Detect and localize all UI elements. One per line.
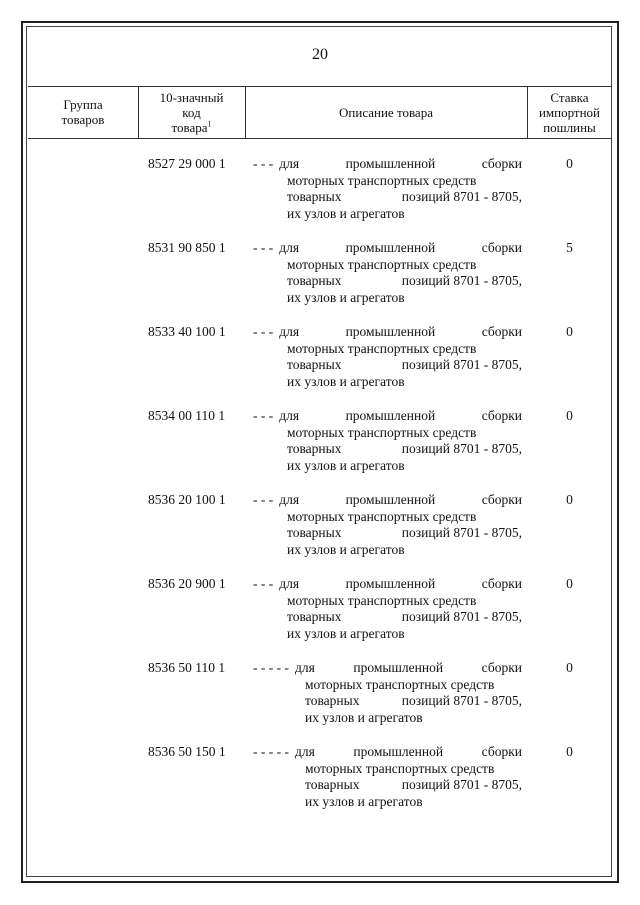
description-word: сборки <box>481 240 522 255</box>
description-line-4: их узлов и агрегатов <box>287 205 405 221</box>
description-line-2: моторных транспортных средств <box>287 592 477 608</box>
description-line-3 <box>287 357 522 374</box>
header-rate <box>527 86 612 138</box>
description-word: позиций 8701 - 8705, <box>401 189 522 204</box>
description-line-1 <box>253 324 522 341</box>
description-word: позиций 8701 - 8705, <box>401 441 522 456</box>
description-word: промышленной <box>353 744 444 759</box>
table-row <box>0 572 640 656</box>
header-code-footnote: 1 <box>207 119 212 129</box>
description-line-1 <box>253 744 522 761</box>
description-line-2: моторных транспортных средств <box>305 676 495 692</box>
header-description-label: Описание товара <box>339 104 433 120</box>
description-word: для <box>279 408 300 423</box>
description-word: сборки <box>481 156 522 171</box>
goods-code: 8527 29 000 1 <box>148 156 226 171</box>
description-line-3 <box>287 189 522 206</box>
description-word: товарных <box>287 441 342 456</box>
goods-description <box>253 744 522 810</box>
description-line-1 <box>253 576 522 593</box>
goods-description <box>253 492 522 558</box>
description-line-3 <box>287 609 522 626</box>
header-code-line2: код <box>182 104 201 120</box>
description-word: промышленной <box>345 324 436 339</box>
table-row <box>0 656 640 740</box>
description-dashes: - - - <box>253 156 274 171</box>
description-word: сборки <box>481 660 522 675</box>
goods-description <box>253 324 522 390</box>
description-line-4: их узлов и агрегатов <box>287 289 405 305</box>
table-row <box>0 488 640 572</box>
description-word: промышленной <box>345 240 436 255</box>
description-line-2: моторных транспортных средств <box>305 760 495 776</box>
description-word: промышленной <box>345 408 436 423</box>
description-word: позиций 8701 - 8705, <box>401 525 522 540</box>
description-dashes: - - - <box>253 576 274 591</box>
description-line-4: их узлов и агрегатов <box>305 709 423 725</box>
description-line-2: моторных транспортных средств <box>287 256 477 272</box>
page-number: 20 <box>312 46 328 63</box>
description-word: товарных <box>287 357 342 372</box>
description-word: для <box>279 156 300 171</box>
header-group <box>28 86 138 138</box>
import-duty-rate: 0 <box>566 492 573 507</box>
description-word: сборки <box>481 576 522 591</box>
description-line-1 <box>253 492 522 509</box>
description-line-4: их узлов и агрегатов <box>287 373 405 389</box>
goods-code: 8536 20 900 1 <box>148 576 226 591</box>
description-line-2: моторных транспортных средств <box>287 424 477 440</box>
description-word: для <box>294 660 315 675</box>
description-word: позиций 8701 - 8705, <box>401 777 522 792</box>
header-group-label: Группа товаров <box>61 97 105 127</box>
goods-description <box>253 660 522 726</box>
table-row <box>0 152 640 236</box>
description-line-4: их узлов и агрегатов <box>287 541 405 557</box>
description-line-1 <box>253 408 522 425</box>
description-line-3 <box>305 777 522 794</box>
import-duty-rate: 0 <box>566 744 573 759</box>
goods-code: 8533 40 100 1 <box>148 324 226 339</box>
description-word: сборки <box>481 324 522 339</box>
goods-description <box>253 156 522 222</box>
description-line-4: их узлов и агрегатов <box>305 793 423 809</box>
import-duty-rate: 0 <box>566 660 573 675</box>
description-word: промышленной <box>353 660 444 675</box>
description-word: для <box>279 324 300 339</box>
description-word: позиций 8701 - 8705, <box>401 693 522 708</box>
goods-code: 8536 50 150 1 <box>148 744 226 759</box>
description-dashes: - - - - - <box>253 660 289 675</box>
description-line-1 <box>253 156 522 173</box>
description-dashes: - - - <box>253 240 274 255</box>
table-header-bottom-rule <box>28 138 612 139</box>
header-code <box>138 86 245 138</box>
description-line-1 <box>253 240 522 257</box>
import-duty-rate: 0 <box>566 408 573 423</box>
description-line-3 <box>287 525 522 542</box>
table-row <box>0 404 640 488</box>
description-word: товарных <box>305 693 360 708</box>
header-rate-label: Ставка импортной пошлины <box>538 89 601 135</box>
goods-code: 8536 50 110 1 <box>148 660 226 675</box>
description-word: товарных <box>305 777 360 792</box>
description-line-1 <box>253 660 522 677</box>
description-line-2: моторных транспортных средств <box>287 172 477 188</box>
description-dashes: - - - <box>253 324 274 339</box>
import-duty-rate: 0 <box>566 324 573 339</box>
import-duty-rate: 0 <box>566 576 573 591</box>
description-word: товарных <box>287 525 342 540</box>
description-word: промышленной <box>345 576 436 591</box>
description-line-4: их узлов и агрегатов <box>287 625 405 641</box>
description-word: промышленной <box>345 492 436 507</box>
description-word: позиций 8701 - 8705, <box>401 273 522 288</box>
description-word: позиций 8701 - 8705, <box>401 357 522 372</box>
goods-description <box>253 576 522 642</box>
table-row <box>0 236 640 320</box>
description-word: позиций 8701 - 8705, <box>401 609 522 624</box>
description-word: для <box>279 240 300 255</box>
import-duty-rate: 0 <box>566 156 573 171</box>
description-word: для <box>279 576 300 591</box>
description-word: сборки <box>481 408 522 423</box>
import-duty-rate: 5 <box>566 240 573 255</box>
goods-code: 8534 00 110 1 <box>148 408 226 423</box>
goods-table-body <box>0 152 640 824</box>
goods-code: 8536 20 100 1 <box>148 492 226 507</box>
goods-description <box>253 408 522 474</box>
description-line-3 <box>305 693 522 710</box>
description-line-2: моторных транспортных средств <box>287 340 477 356</box>
description-word: товарных <box>287 273 342 288</box>
description-word: товарных <box>287 189 342 204</box>
description-word: сборки <box>481 744 522 759</box>
header-description <box>245 86 527 138</box>
description-line-2: моторных транспортных средств <box>287 508 477 524</box>
description-dashes: - - - <box>253 408 274 423</box>
header-code-line1: 10-значный <box>159 89 224 105</box>
description-word: промышленной <box>345 156 436 171</box>
description-word: для <box>279 492 300 507</box>
description-word: для <box>294 744 315 759</box>
header-code-line3: товара <box>171 119 208 135</box>
table-row <box>0 320 640 404</box>
description-dashes: - - - - - <box>253 744 289 759</box>
table-row <box>0 740 640 824</box>
description-dashes: - - - <box>253 492 274 507</box>
description-word: товарных <box>287 609 342 624</box>
description-line-3 <box>287 441 522 458</box>
description-line-3 <box>287 273 522 290</box>
description-word: сборки <box>481 492 522 507</box>
goods-description <box>253 240 522 306</box>
goods-code: 8531 90 850 1 <box>148 240 226 255</box>
description-line-4: их узлов и агрегатов <box>287 457 405 473</box>
